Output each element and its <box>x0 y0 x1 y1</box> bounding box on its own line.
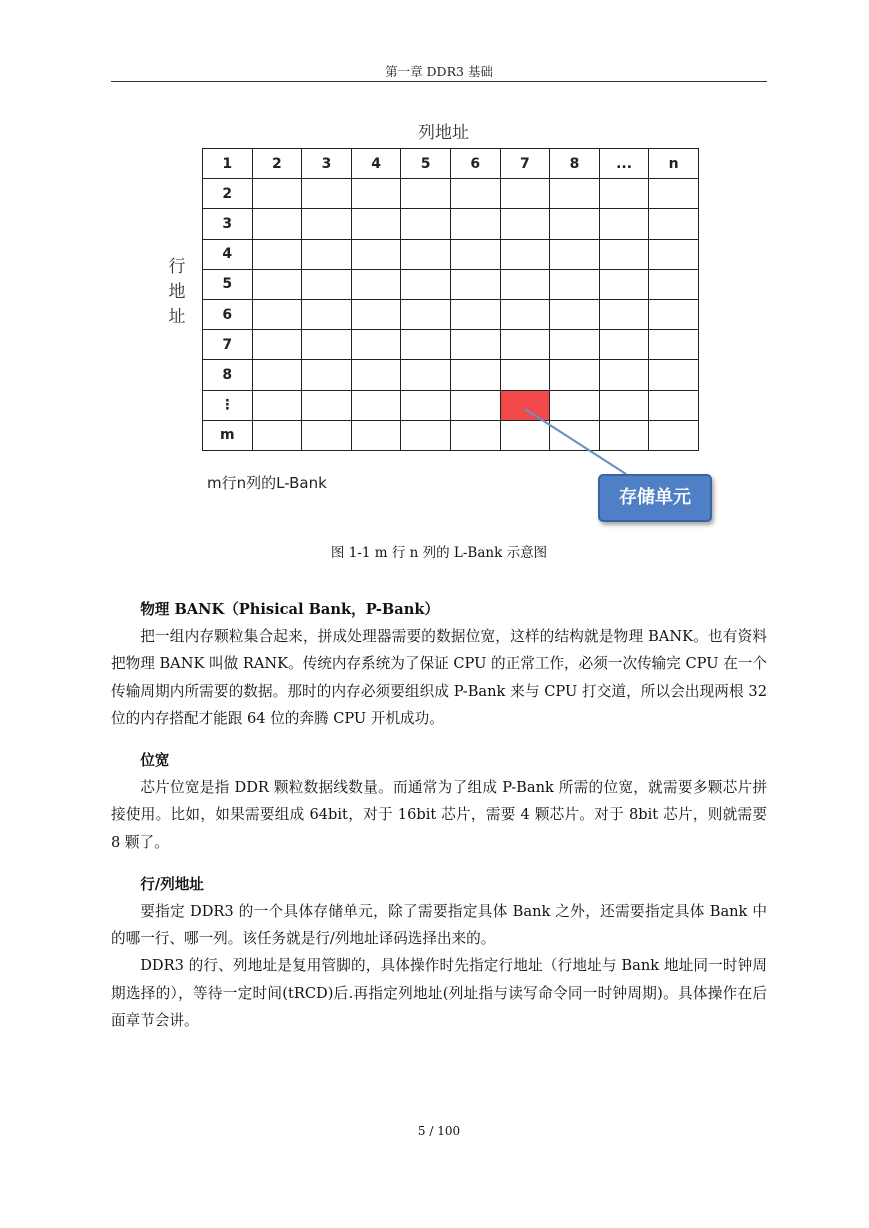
paragraph: 芯片位宽是指 DDR 颗粒数据线数量。而通常为了组成 P-Bank 所需的位宽，就需要多颗芯片拼接使用。比如，如果需要组成 64bit，对于 16bit 芯片，需要 4 颗芯片。对于 8bit 芯片，则就需要 8 颗了。 <box>111 779 767 851</box>
row-label: 7 <box>203 330 253 360</box>
figure-caption: 图 1-1 m 行 n 列的 L-Bank 示意图 <box>330 545 548 561</box>
row-label: 6 <box>203 299 253 329</box>
row-label: 8 <box>203 360 253 390</box>
section <box>111 871 767 1034</box>
row-label: 4 <box>203 239 253 269</box>
column-label: ... <box>599 149 649 179</box>
section-heading: 物理 BANK（Phisical Bank，P-Bank） <box>140 601 440 618</box>
column-label: 6 <box>450 149 500 179</box>
column-address-title: 列地址 <box>418 123 469 143</box>
section-heading: 行/列地址 <box>140 875 204 893</box>
row-title-char: 地 <box>168 282 186 302</box>
callout-line <box>160 118 720 528</box>
row-label: 2 <box>203 179 253 209</box>
storage-cell-callout: 存储单元 <box>598 474 712 522</box>
page-number: 5 / 100 <box>417 1124 461 1138</box>
header-rule <box>111 81 767 82</box>
row-title-char: 行 <box>168 257 186 277</box>
row-label: m <box>203 420 253 450</box>
body-text <box>111 596 767 1049</box>
column-label: 5 <box>401 149 451 179</box>
row-label: 5 <box>203 269 253 299</box>
paragraph: 把一组内存颗粒集合起来，拼成处理器需要的数据位宽，这样的结构就是物理 BANK。也有资料把物理 BANK 叫做 RANK。传统内存系统为了保证 CPU 的正常工作，必须一次传输完 CPU 在一个传输周期内所需要的数据。那时的内存必须要组织成 P-Bank 来与 CPU 打交道，所以会出现两根 32 位的内存搭配才能跟 64 位的奔腾 CPU 开机成功。 <box>111 628 767 727</box>
column-label: 1 <box>203 149 253 179</box>
column-label: 8 <box>550 149 600 179</box>
row-title-char: 址 <box>168 307 186 327</box>
row-label: ⋮ <box>203 390 253 420</box>
column-label: n <box>649 149 699 179</box>
paragraph: DDR3 的行、列地址是复用管脚的，具体操作时先指定行地址（行地址与 Bank 地址同一时钟周期选择的），等待一定时间(tRCD)后.再指定列地址(列址指与读写命令同一时钟周期)。具体操作在后面章节会讲。 <box>111 957 767 1029</box>
page-header: 第一章 DDR3 基础 <box>385 64 493 79</box>
lbank-figure <box>160 118 720 528</box>
section <box>111 596 767 732</box>
section-heading: 位宽 <box>140 752 170 770</box>
row-label: 3 <box>203 209 253 239</box>
figure-bottom-label: m行n列的L-Bank <box>207 474 327 492</box>
column-label: 3 <box>302 149 352 179</box>
column-label: 4 <box>351 149 401 179</box>
section <box>111 747 767 856</box>
paragraph: 要指定 DDR3 的一个具体存储单元，除了需要指定具体 Bank 之外，还需要指定具体 Bank 中的哪一行、哪一列。该任务就是行/列地址译码选择出来的。 <box>111 903 767 948</box>
column-label: 2 <box>252 149 302 179</box>
column-label: 7 <box>500 149 550 179</box>
